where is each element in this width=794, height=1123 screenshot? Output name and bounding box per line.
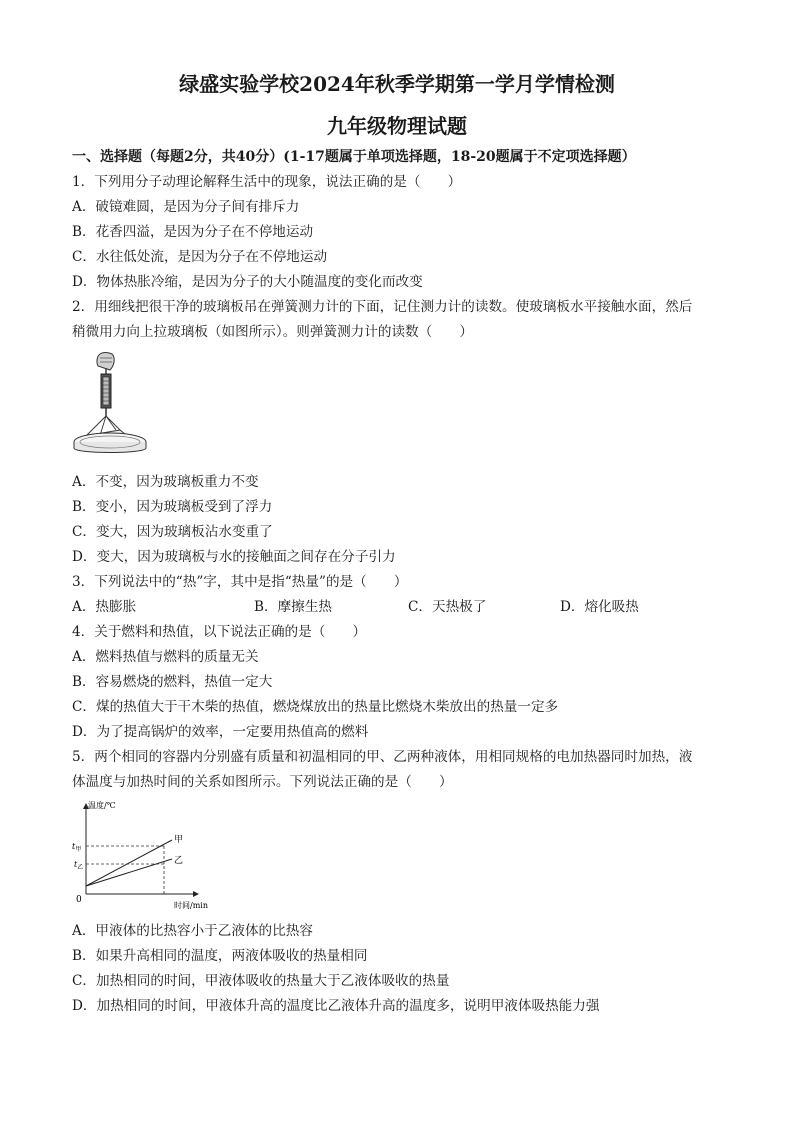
line-jia-label: 甲 [174,835,184,845]
question-4-stem: 4．关于燃料和热值，以下说法正确的是（ ） [72,624,367,640]
question-1-option-c: C．水往低处流，是因为分子在不停地运动 [72,249,328,265]
question-1-stem: 1．下列用分子动理论解释生活中的现象，说法正确的是（ ） [72,174,462,190]
question-4-option-d: D．为了提高锅炉的效率，一定要用热值高的燃料 [72,724,369,740]
t-jia-label: $t_甲$ [72,842,82,853]
question-2-option-a: A．不变，因为玻璃板重力不变 [72,474,259,490]
exam-title: 绿盛实验学校2024年秋季学期第一学月学情检测 [179,72,615,96]
question-1-option-d: D．物体热胀冷缩，是因为分子的大小随温度的变化而改变 [72,274,423,290]
question-5-option-a: A．甲液体的比热容小于乙液体的比热容 [72,923,313,939]
hand-shape [97,353,114,371]
question-5-stem-line1: 5．两个相同的容器内分别盛有质量和初温相同的甲、乙两种液体，用相同规格的电加热器同时加热，液 [72,749,693,765]
question-3-option-d: D．熔化吸热 [560,599,639,615]
question-2-stem-line2: 稍微用力向上拉玻璃板（如图所示）。则弹簧测力计的读数（ ） [72,324,474,340]
question-2-option-d: D．变大，因为玻璃板与水的接触面之间存在分子引力 [72,549,396,565]
question-1-option-b: B．花香四溢，是因为分子在不停地运动 [72,224,314,240]
temperature-graph-svg [66,798,226,914]
question-4-option-c: C．煤的热值大于干木柴的热值，燃烧煤放出的热量比燃烧木柴放出的热量一定多 [72,699,559,715]
question-4-option-a: A．燃料热值与燃料的质量无关 [72,649,259,665]
question-4-option-b: B．容易燃烧的燃料，热值一定大 [72,674,273,690]
x-axis-label: 时间/min [174,901,208,910]
spring-scale-figure [70,350,150,462]
exam-subtitle: 九年级物理试题 [327,114,467,138]
question-3-option-c: C．天热极了 [408,599,487,615]
question-3-option-a: A．热膨胀 [72,599,137,615]
question-2-option-c: C．变大，因为玻璃板沾水变重了 [72,524,273,540]
y-axis-label: 温度/℃ [88,801,116,810]
t-yi-label: $t_乙$ [74,860,84,871]
section-heading: 一、选择题（每题2分，共40分）(1-17题属于单项选择题，18-20题属于不定项选择题） [72,149,636,165]
question-3-option-b: B．摩擦生热 [254,599,332,615]
question-5-option-c: C．加热相同的时间，甲液体吸收的热量大于乙液体吸收的热量 [72,973,450,989]
origin-label: 0 [76,895,82,905]
question-3-stem: 3．下列说法中的“热”字，其中是指“热量”的是（ ） [72,574,408,590]
question-5-option-b: B．如果升高相同的温度，两液体吸收的热量相同 [72,948,368,964]
question-5-stem-line2: 体温度与加热时间的关系如图所示。下列说法正确的是（ ） [72,774,453,790]
question-2-stem-line1: 2．用细线把很干净的玻璃板吊在弹簧测力计的下面，记住测力计的读数。使玻璃板水平接触水面，然后 [72,299,693,315]
question-5-option-d: D．加热相同的时间，甲液体升高的温度比乙液体升高的温度多，说明甲液体吸热能力强 [72,998,600,1014]
question-1-option-a: A．破镜难圆，是因为分子间有排斥力 [72,199,300,215]
temperature-time-graph [66,798,226,914]
line-yi-label: 乙 [174,856,184,866]
spring-scale-illustration [70,350,150,462]
question-2-option-b: B．变小，因为玻璃板受到了浮力 [72,499,273,515]
